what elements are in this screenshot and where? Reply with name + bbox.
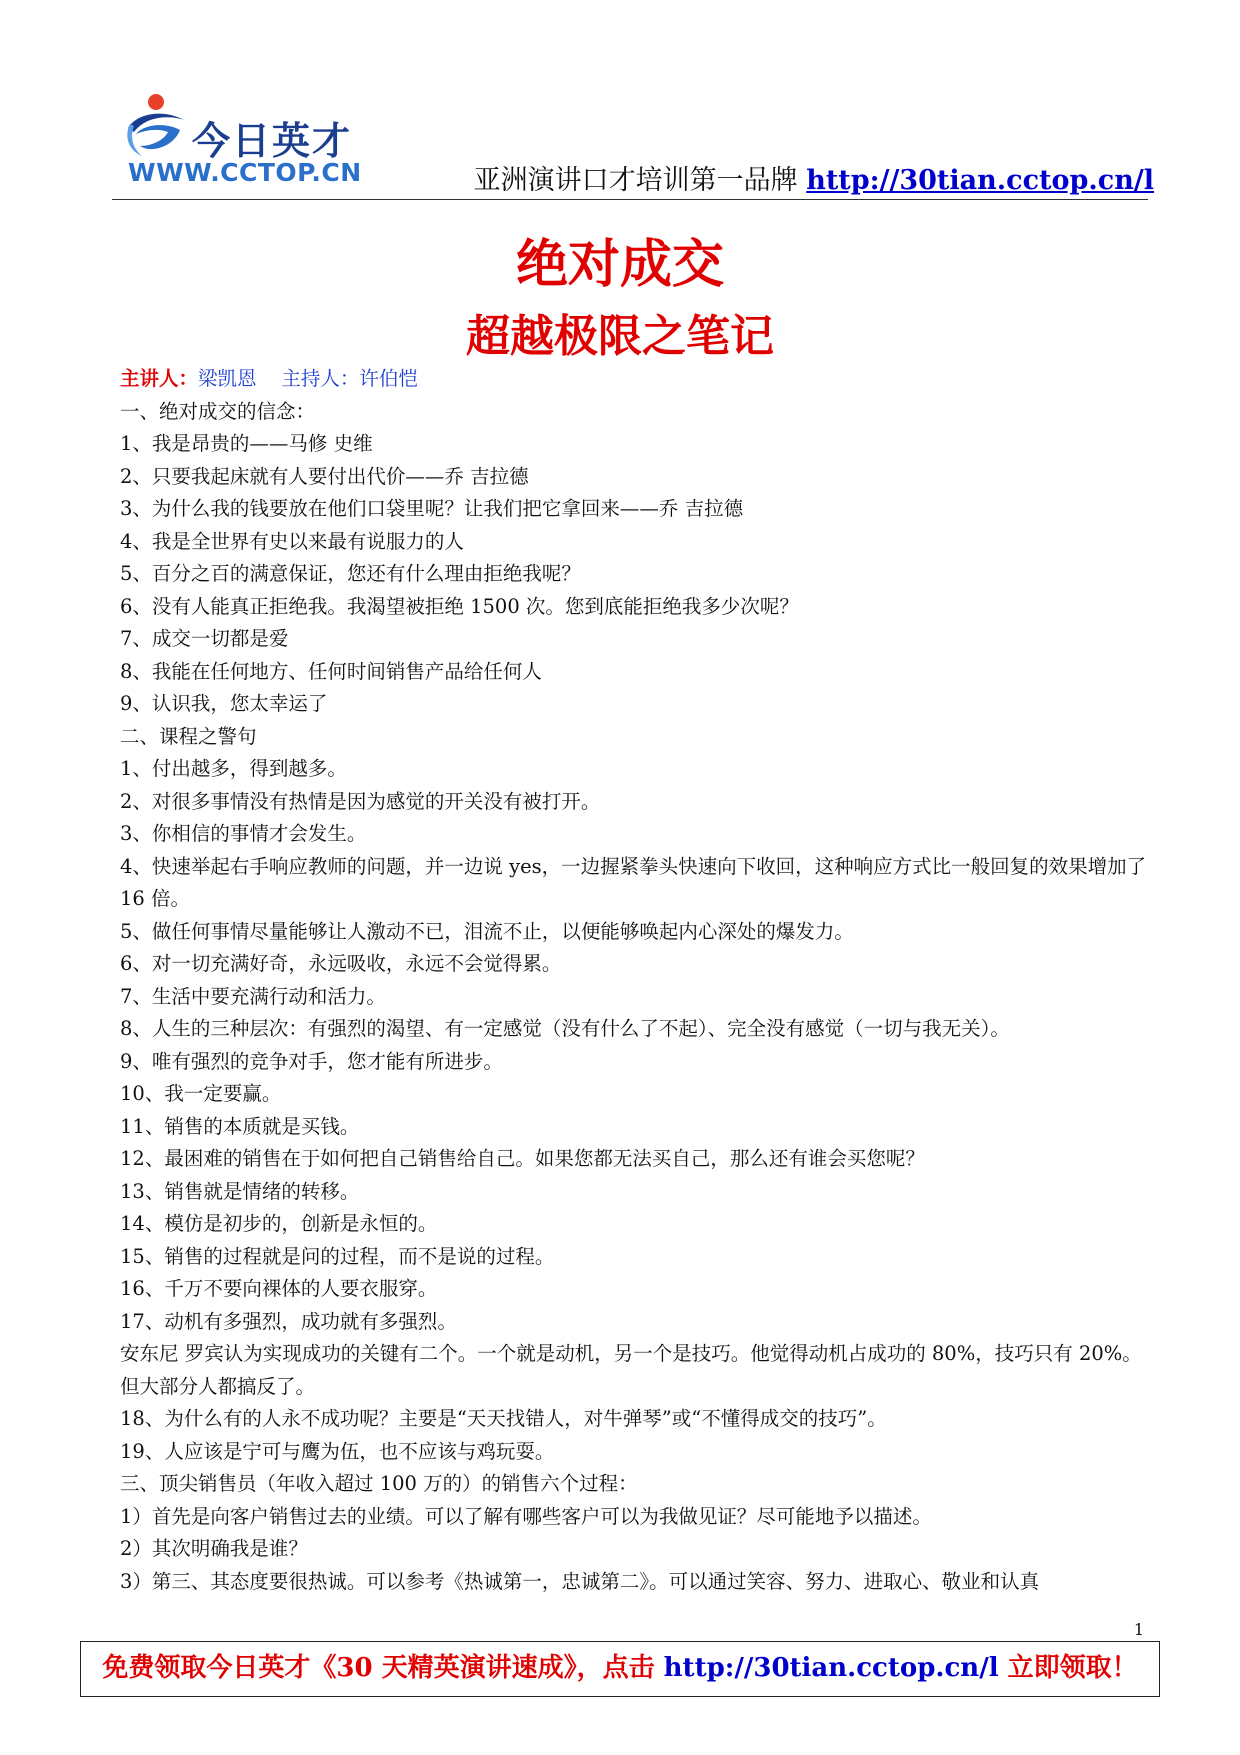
text-line: 9、认识我，您太幸运了 bbox=[120, 692, 328, 715]
text-line: 8、我能在任何地方、任何时间销售产品给任何人 bbox=[120, 659, 542, 683]
text-line: 5、百分之百的满意保证，您还有什么理由拒绝我呢？ bbox=[120, 562, 581, 585]
text-line: 8、人生的三种层次：有强烈的渴望、有一定感觉（没有什么了不起）、完全没有感觉（一切与我无关）。 bbox=[120, 1017, 1010, 1040]
speaker-line bbox=[120, 363, 1150, 396]
document-body bbox=[120, 363, 1150, 1598]
text-line: 15、销售的过程就是问的过程，而不是说的过程。 bbox=[120, 1244, 555, 1268]
text-line: 12、最困难的销售在于如何把自己销售给自己。如果您都无法买自己，那么还有谁会买您呢？ bbox=[120, 1147, 925, 1170]
text-line: 2、只要我起床就有人要付出代价——乔 吉拉德 bbox=[120, 464, 529, 488]
text-line: 5、做任何事情尽量能够让人激动不已，泪流不止，以便能够唤起内心深处的爆发力。 bbox=[120, 919, 854, 943]
text-line: 11、销售的本质就是买钱。 bbox=[120, 1114, 360, 1138]
document-subtitle: 超越极限之笔记 bbox=[466, 311, 774, 362]
page-number: 1 bbox=[1133, 1620, 1144, 1639]
text-line: 2、对很多事情没有热情是因为感觉的开关没有被打开。 bbox=[120, 789, 601, 813]
footer-text bbox=[102, 1642, 1137, 1694]
host-info: 主持人：许伯恺 bbox=[281, 367, 418, 390]
text-line: 14、模仿是初步的，创新是永恒的。 bbox=[120, 1212, 438, 1235]
speaker-name: 梁凯恩 bbox=[198, 367, 257, 390]
text-line: 16、千万不要向裸体的人要衣服穿。 bbox=[120, 1277, 438, 1300]
text-line: 4、快速举起右手响应教师的问题，并一边说 yes，一边握紧拳头快速向下收回，这种响应方式比一般回复的效果增加了 16 倍。 bbox=[120, 854, 1147, 910]
text-line: 6、没有人能真正拒绝我。我渴望被拒绝 1500 次。您到底能拒绝我多少次呢？ bbox=[120, 594, 799, 618]
text-line: 13、销售就是情绪的转移。 bbox=[120, 1179, 360, 1203]
text-line: 7、成交一切都是爱 bbox=[120, 627, 289, 650]
footer-text-after: 立即领取！ bbox=[998, 1653, 1138, 1683]
text-line: 18、为什么有的人永不成功呢？主要是“天天找错人，对牛弹琴”或“不懂得成交的技巧”。 bbox=[120, 1407, 887, 1430]
text-line: 二、课程之警句 bbox=[120, 724, 257, 748]
header-slogan: 亚洲演讲口才培训第一品牌 bbox=[473, 165, 798, 196]
text-line: 安东尼 罗宾认为实现成功的关键有二个。一个就是动机，另一个是技巧。他觉得动机占成功的 80%，技巧只有 20%。但大部分人都搞反了。 bbox=[120, 1342, 1142, 1398]
header-divider bbox=[112, 199, 1148, 200]
text-line: 1、付出越多，得到越多。 bbox=[120, 757, 347, 780]
text-line: 3、为什么我的钱要放在他们口袋里呢？让我们把它拿回来——乔 吉拉德 bbox=[120, 497, 744, 520]
text-line: 1、我是昂贵的——马修 史维 bbox=[120, 432, 373, 455]
logo-text: 今日英才 bbox=[192, 119, 353, 163]
text-line: 19、人应该是宁可与鹰为伍，也不应该与鸡玩耍。 bbox=[120, 1439, 555, 1463]
footer-link[interactable]: http://30tian.cctop.cn/l bbox=[663, 1653, 999, 1683]
text-line: 6、对一切充满好奇，永远吸收，永远不会觉得累。 bbox=[120, 952, 562, 975]
document-title: 绝对成交 bbox=[515, 235, 724, 295]
speaker-label: 主讲人： bbox=[120, 367, 199, 390]
text-line: 4、我是全世界有史以来最有说服力的人 bbox=[120, 529, 464, 553]
text-line: 7、生活中要充满行动和活力。 bbox=[120, 984, 386, 1008]
footer-banner[interactable] bbox=[80, 1641, 1160, 1697]
text-line: 1）首先是向客户销售过去的业绩。可以了解有哪些客户可以为我做见证？尽可能地予以描述。 bbox=[120, 1504, 932, 1528]
header-slogan-line bbox=[474, 158, 1154, 197]
header-link[interactable]: http://30tian.cctop.cn/l bbox=[806, 165, 1154, 196]
text-line: 9、唯有强烈的竞争对手，您才能有所进步。 bbox=[120, 1049, 503, 1073]
text-line: 三、顶尖销售员（年收入超过 100 万的）的销售六个过程： bbox=[120, 1472, 638, 1495]
text-line: 2）其次明确我是谁？ bbox=[120, 1537, 308, 1560]
logo[interactable] bbox=[122, 90, 362, 190]
footer-text-before: 免费领取今日英才《30 天精英演讲速成》，点击 bbox=[102, 1653, 664, 1683]
text-line: 3）第三、其态度要很热诚。可以参考《热诚第一，忠诚第二》。可以通过笑容、努力、进取心、敬业和认真 bbox=[120, 1569, 1040, 1593]
logo-url[interactable]: WWW.CCTOP.CN bbox=[128, 158, 362, 187]
text-line: 3、你相信的事情才会发生。 bbox=[120, 822, 367, 845]
text-line: 一、绝对成交的信念： bbox=[120, 399, 316, 423]
text-line: 17、动机有多强烈，成功就有多强烈。 bbox=[120, 1309, 457, 1333]
text-line: 10、我一定要赢。 bbox=[120, 1082, 282, 1105]
